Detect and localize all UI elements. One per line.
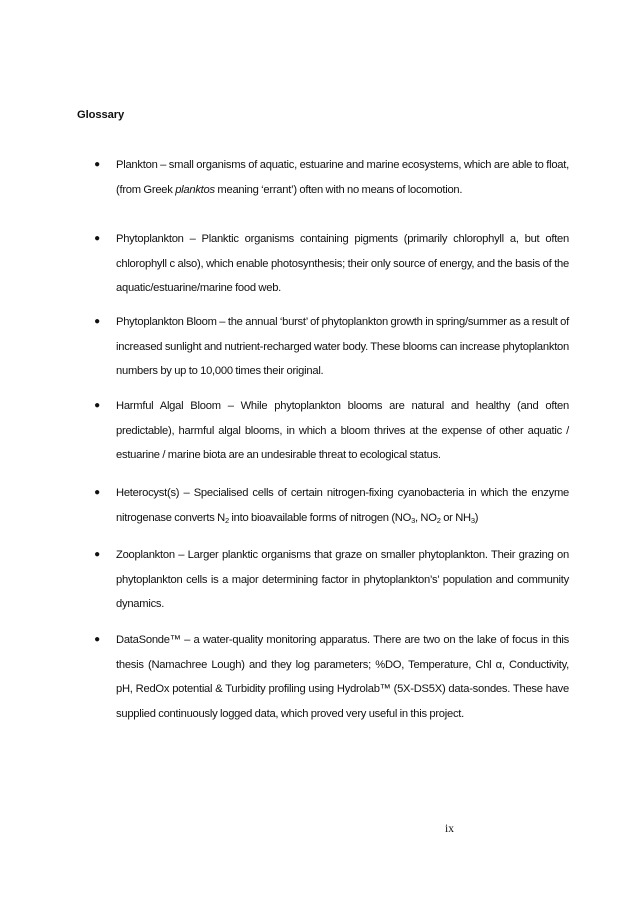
glossary-definition: , NO (415, 511, 437, 524)
subscript: 2 (224, 515, 229, 525)
glossary-entry-harmful-algal-bloom (94, 394, 569, 468)
glossary-term: Phytoplankton (116, 233, 184, 245)
bullet-icon: ● (94, 400, 100, 411)
glossary-term: Heterocyst(s) (116, 487, 180, 499)
bullet-icon: ● (94, 634, 100, 645)
glossary-definition: ) (474, 511, 479, 524)
bullet-icon: ● (94, 487, 100, 498)
subscript: 3 (411, 515, 416, 525)
term-separator: – (174, 549, 188, 561)
term-separator: – (157, 159, 169, 171)
subscript: 2 (436, 515, 441, 525)
glossary-term: DataSonde™ (116, 634, 181, 646)
glossary-heading: Glossary (77, 109, 125, 121)
glossary-term: Zooplankton (116, 549, 175, 561)
term-separator: – (179, 487, 194, 499)
glossary-definition: or NH (440, 511, 471, 524)
glossary-entry-phytoplankton-bloom (94, 310, 570, 384)
glossary-definition: a water-quality monitoring apparatus. There are two on the lake of focus in this thesis (Namachree Lough) and they log parameters; %DO, Temperature, Chl α, Conductivity, pH, RedOx potential & Turbidity profiling using Hydrolab™ (5X-DS5X) data-sondes. These have supplied continuously logged data, which proved very useful in this project. (116, 634, 569, 720)
glossary-definition: Specialised cells of certain nitrogen-fixing cyanobacteria in which the enzyme nitrogenase converts N (116, 487, 569, 524)
term-separator: – (180, 634, 194, 646)
glossary-term: Plankton (116, 159, 158, 171)
page-number: ix (445, 823, 454, 835)
bullet-icon: ● (94, 159, 100, 170)
glossary-definition: the annual ‘burst’ of phytoplankton growth in spring/summer as a result of increased sunlight and nutrient-recharged water body. These blooms can increase phytoplankton numbers by up to 10,000 times their original. (116, 316, 570, 377)
glossary-entry-phytoplankton (94, 227, 569, 301)
term-separator: – (183, 233, 202, 245)
glossary-term: Phytoplankton Bloom (116, 316, 217, 328)
glossary-entry-heterocysts (94, 481, 569, 530)
glossary-entry-datasonde (94, 628, 569, 726)
glossary-definition: While phytoplankton blooms are natural and healthy (and often predictable), harmful algal blooms, in which a bloom thrives at the expense of other aquatic / estuarine / marine biota are an undesirable threat to ecological status. (116, 400, 569, 461)
glossary-definition: small organisms of aquatic, estuarine and marine ecosystems, which are able to float, (from Greek (116, 159, 569, 196)
glossary-definition: meaning ‘errant’) often with no means of locomotion. (214, 183, 463, 196)
glossary-entry-zooplankton (94, 543, 569, 617)
glossary-term: Harmful Algal Bloom (116, 400, 221, 412)
bullet-icon: ● (94, 316, 100, 327)
glossary-definition: into bioavailable forms of nitrogen (NO (228, 511, 412, 524)
term-separator: – (220, 400, 241, 412)
term-separator: – (216, 316, 228, 328)
subscript: 3 (470, 515, 475, 525)
glossary-definition: Larger planktic organisms that graze on smaller phytoplankton. Their grazing on phytoplankton cells is a major determining factor in phytoplankton’s’ population and community dynamics. (116, 549, 569, 610)
glossary-definition-italic: planktos (175, 183, 215, 196)
glossary-definition: Planktic organisms containing pigments (primarily chlorophyll a, but often chlorophyll c also), which enable photosynthesis; their only source of energy, and the basis of the aquatic/estuarine/marine food web. (116, 233, 569, 294)
bullet-icon: ● (94, 233, 100, 244)
glossary-entry-plankton (94, 153, 569, 202)
bullet-icon: ● (94, 549, 100, 560)
